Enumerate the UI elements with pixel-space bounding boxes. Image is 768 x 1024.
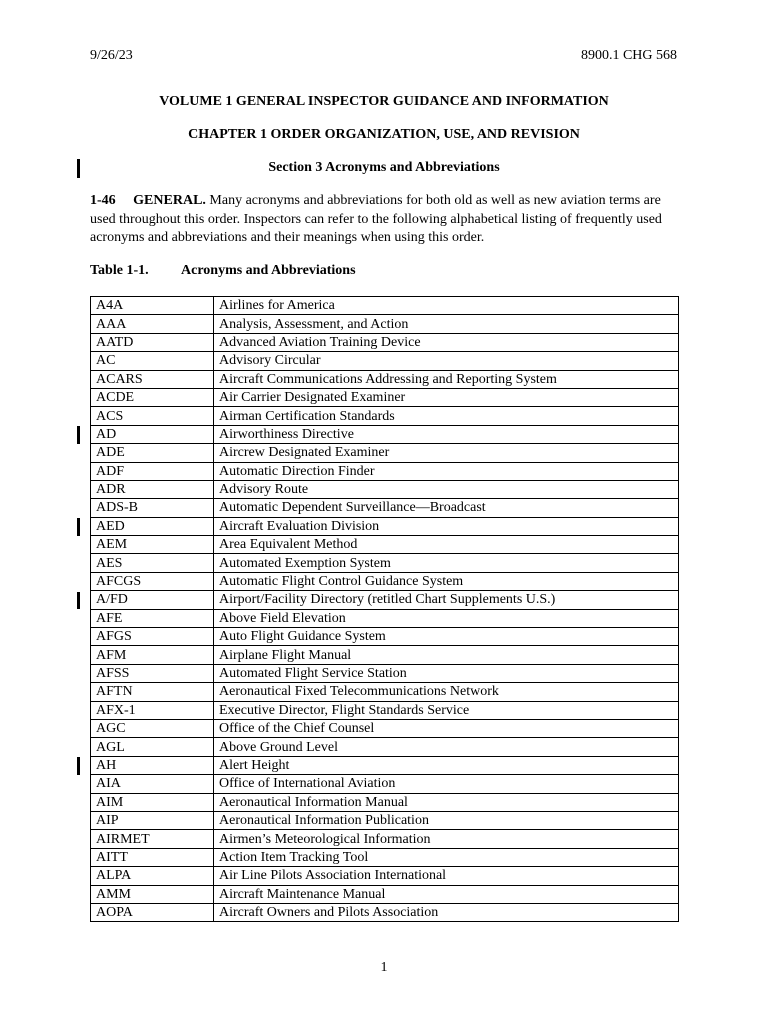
table-caption bbox=[90, 263, 356, 279]
acronym-cell: AFCGS bbox=[91, 572, 214, 590]
acronym-cell: AFX-1 bbox=[91, 701, 214, 719]
meaning-cell: Aircrew Designated Examiner bbox=[214, 444, 679, 462]
acronym-cell: ADF bbox=[91, 462, 214, 480]
table-row bbox=[91, 683, 679, 701]
acronyms-table-body bbox=[91, 297, 679, 922]
meaning-cell: Automated Exemption System bbox=[214, 554, 679, 572]
table-row bbox=[91, 830, 679, 848]
meaning-cell: Aircraft Owners and Pilots Association bbox=[214, 903, 679, 921]
page-number: 1 bbox=[380, 960, 388, 975]
table-row bbox=[91, 591, 679, 609]
acronym-cell: AC bbox=[91, 352, 214, 370]
meaning-cell: Office of International Aviation bbox=[214, 775, 679, 793]
paragraph-text: Many acronyms and abbreviations for both old as well as new aviation terms are used throughout this order. Inspectors can refer to the following alphabetical listing of frequently used acronyms and abbreviations and their meanings when using this order. bbox=[90, 193, 662, 245]
acronym-cell: AMM bbox=[91, 885, 214, 903]
meaning-cell: Airmen’s Meteorological Information bbox=[214, 830, 679, 848]
acronym-cell: ACS bbox=[91, 407, 214, 425]
table-row bbox=[91, 775, 679, 793]
section-title: Section 3 Acronyms and Abbreviations bbox=[268, 160, 500, 175]
table-row bbox=[91, 315, 679, 333]
meaning-cell: Airplane Flight Manual bbox=[214, 646, 679, 664]
table-row bbox=[91, 793, 679, 811]
table-row bbox=[91, 756, 679, 774]
acronym-cell: AOPA bbox=[91, 903, 214, 921]
table-row bbox=[91, 664, 679, 682]
table-row bbox=[91, 407, 679, 425]
chapter-title: CHAPTER 1 ORDER ORGANIZATION, USE, AND REVISION bbox=[188, 127, 580, 142]
meaning-cell: Aeronautical Information Manual bbox=[214, 793, 679, 811]
table-row bbox=[91, 572, 679, 590]
meaning-cell: Advisory Route bbox=[214, 480, 679, 498]
acronym-cell: ACARS bbox=[91, 370, 214, 388]
meaning-cell: Above Ground Level bbox=[214, 738, 679, 756]
table-number: Table 1-1. bbox=[90, 263, 149, 278]
meaning-cell: Automatic Direction Finder bbox=[214, 462, 679, 480]
meaning-cell: Analysis, Assessment, and Action bbox=[214, 315, 679, 333]
table-row bbox=[91, 811, 679, 829]
acronym-cell: AED bbox=[91, 517, 214, 535]
acronym-cell: AIRMET bbox=[91, 830, 214, 848]
header-doc-id: 8900.1 CHG 568 bbox=[580, 48, 677, 63]
acronym-cell: ACDE bbox=[91, 388, 214, 406]
table-title: Acronyms and Abbreviations bbox=[181, 263, 356, 278]
acronym-cell: AFM bbox=[91, 646, 214, 664]
table-row bbox=[91, 444, 679, 462]
acronym-cell: A/FD bbox=[91, 591, 214, 609]
general-paragraph bbox=[90, 192, 680, 248]
meaning-cell: Advanced Aviation Training Device bbox=[214, 333, 679, 351]
acronym-cell: AFSS bbox=[91, 664, 214, 682]
acronyms-table bbox=[90, 296, 679, 922]
meaning-cell: Aeronautical Fixed Telecommunications Network bbox=[214, 683, 679, 701]
table-row bbox=[91, 462, 679, 480]
table-row bbox=[91, 499, 679, 517]
acronym-cell: AES bbox=[91, 554, 214, 572]
acronym-cell: AATD bbox=[91, 333, 214, 351]
acronym-cell: AEM bbox=[91, 536, 214, 554]
table-row bbox=[91, 480, 679, 498]
table-row bbox=[91, 848, 679, 866]
meaning-cell: Action Item Tracking Tool bbox=[214, 848, 679, 866]
change-bar bbox=[77, 518, 80, 535]
table-row bbox=[91, 517, 679, 535]
change-bar bbox=[77, 757, 80, 774]
table-row bbox=[91, 352, 679, 370]
acronym-cell: AGC bbox=[91, 719, 214, 737]
table-row bbox=[91, 701, 679, 719]
acronym-cell: A4A bbox=[91, 297, 214, 315]
table-row bbox=[91, 297, 679, 315]
change-bar bbox=[77, 592, 80, 609]
paragraph-heading: GENERAL. bbox=[133, 193, 206, 208]
meaning-cell: Automated Flight Service Station bbox=[214, 664, 679, 682]
acronym-cell: AFE bbox=[91, 609, 214, 627]
meaning-cell: Alert Height bbox=[214, 756, 679, 774]
acronym-cell: ADS-B bbox=[91, 499, 214, 517]
table-row bbox=[91, 425, 679, 443]
table-row bbox=[91, 903, 679, 921]
table-row bbox=[91, 333, 679, 351]
acronym-cell: AIM bbox=[91, 793, 214, 811]
header-date: 9/26/23 bbox=[90, 48, 133, 63]
table-row bbox=[91, 609, 679, 627]
meaning-cell: Air Line Pilots Association International bbox=[214, 867, 679, 885]
meaning-cell: Airport/Facility Directory (retitled Chart Supplements U.S.) bbox=[214, 591, 679, 609]
change-bar bbox=[77, 426, 80, 443]
table-row bbox=[91, 867, 679, 885]
meaning-cell: Automatic Flight Control Guidance System bbox=[214, 572, 679, 590]
meaning-cell: Airlines for America bbox=[214, 297, 679, 315]
table-row bbox=[91, 738, 679, 756]
acronym-cell: AFTN bbox=[91, 683, 214, 701]
table-row bbox=[91, 388, 679, 406]
acronym-cell: AFGS bbox=[91, 628, 214, 646]
acronym-cell: AIP bbox=[91, 811, 214, 829]
table-row bbox=[91, 554, 679, 572]
acronym-cell: AAA bbox=[91, 315, 214, 333]
meaning-cell: Above Field Elevation bbox=[214, 609, 679, 627]
meaning-cell: Aircraft Maintenance Manual bbox=[214, 885, 679, 903]
meaning-cell: Aircraft Communications Addressing and Reporting System bbox=[214, 370, 679, 388]
table-row bbox=[91, 646, 679, 664]
acronym-cell: ADR bbox=[91, 480, 214, 498]
meaning-cell: Air Carrier Designated Examiner bbox=[214, 388, 679, 406]
meaning-cell: Area Equivalent Method bbox=[214, 536, 679, 554]
meaning-cell: Automatic Dependent Surveillance—Broadcast bbox=[214, 499, 679, 517]
acronym-cell: AIA bbox=[91, 775, 214, 793]
acronym-cell: AGL bbox=[91, 738, 214, 756]
paragraph-number: 1-46 bbox=[90, 193, 116, 208]
meaning-cell: Airman Certification Standards bbox=[214, 407, 679, 425]
meaning-cell: Airworthiness Directive bbox=[214, 425, 679, 443]
acronym-cell: AITT bbox=[91, 848, 214, 866]
table-row bbox=[91, 885, 679, 903]
table-row bbox=[91, 370, 679, 388]
acronym-cell: AH bbox=[91, 756, 214, 774]
acronym-cell: AD bbox=[91, 425, 214, 443]
table-row bbox=[91, 536, 679, 554]
meaning-cell: Aeronautical Information Publication bbox=[214, 811, 679, 829]
meaning-cell: Executive Director, Flight Standards Service bbox=[214, 701, 679, 719]
meaning-cell: Advisory Circular bbox=[214, 352, 679, 370]
table-row bbox=[91, 719, 679, 737]
acronym-cell: ALPA bbox=[91, 867, 214, 885]
meaning-cell: Auto Flight Guidance System bbox=[214, 628, 679, 646]
table-row bbox=[91, 628, 679, 646]
acronym-cell: ADE bbox=[91, 444, 214, 462]
meaning-cell: Aircraft Evaluation Division bbox=[214, 517, 679, 535]
volume-title: VOLUME 1 GENERAL INSPECTOR GUIDANCE AND INFORMATION bbox=[159, 94, 609, 109]
meaning-cell: Office of the Chief Counsel bbox=[214, 719, 679, 737]
